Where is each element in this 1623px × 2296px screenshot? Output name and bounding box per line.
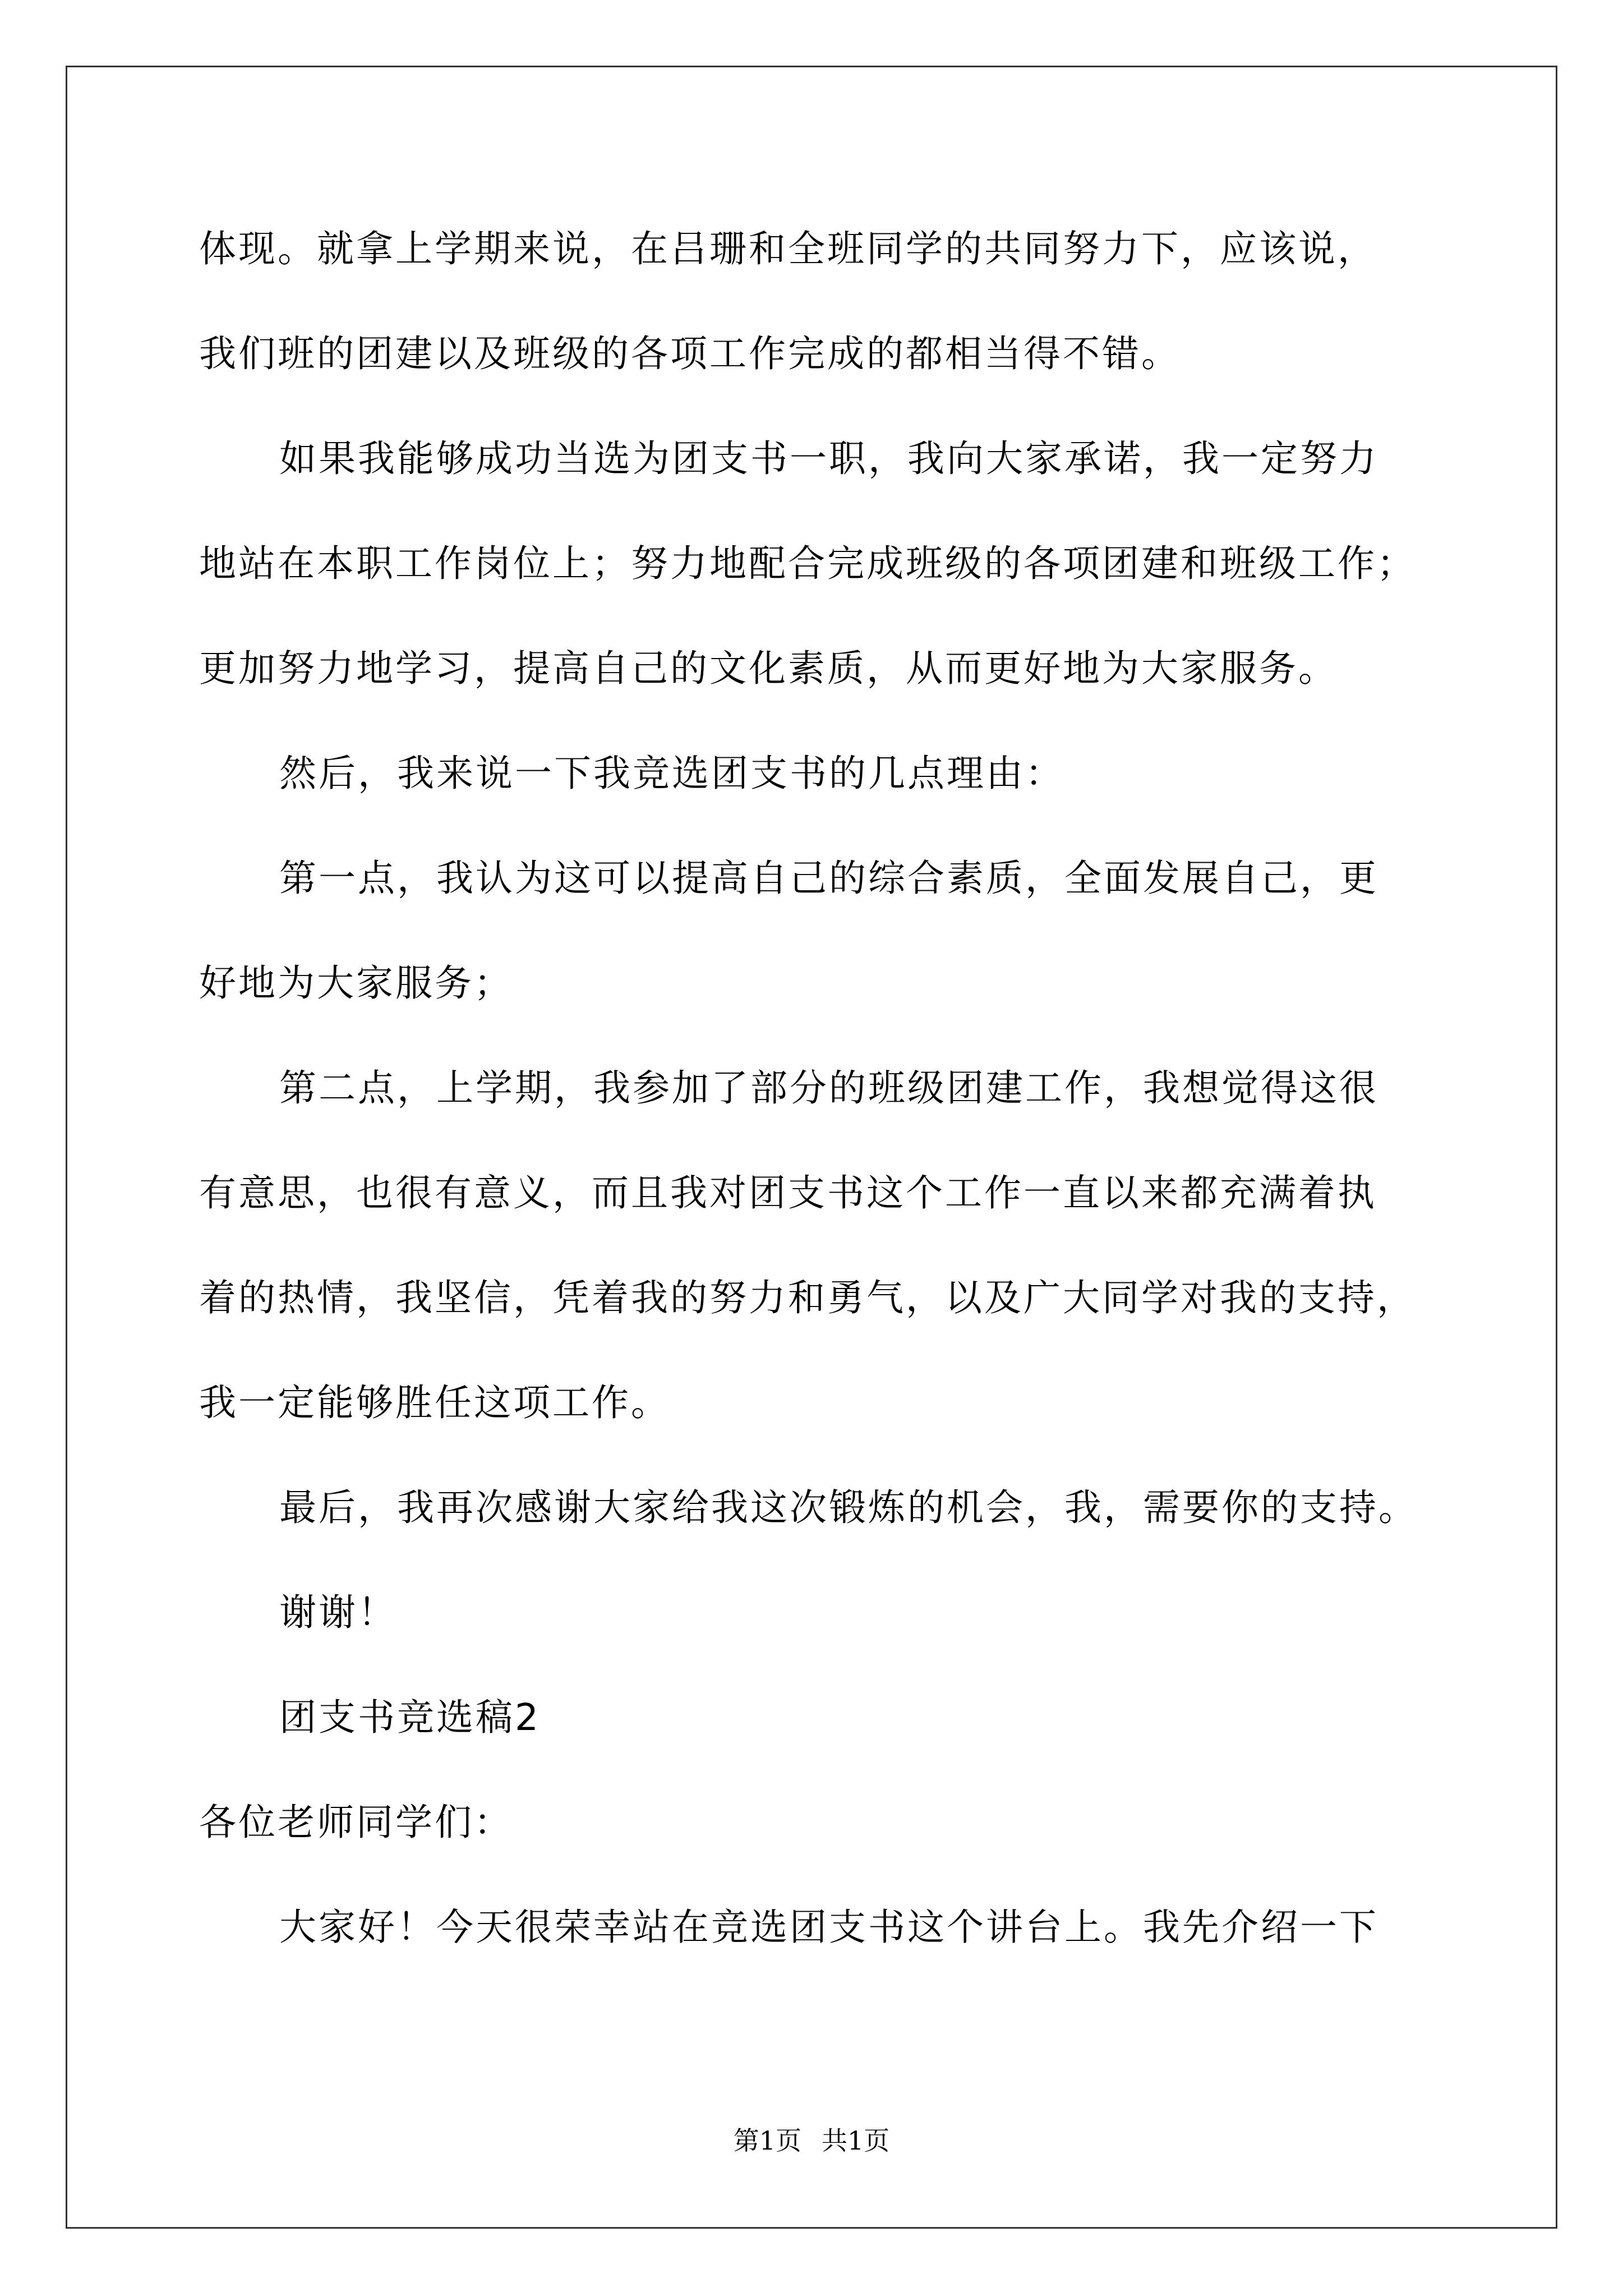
text-line: 地站在本职工作岗位上；努力地配合完成班级的各项团建和班级工作； xyxy=(199,542,1416,585)
text-line: 大家好！今天很荣幸站在竞选团支书这个讲台上。我先介绍一下 xyxy=(279,1906,1378,1949)
page-number-total: 共1页 xyxy=(822,2125,890,2156)
document-body xyxy=(199,196,1455,1980)
text-line: 我们班的团建以及班级的各项工作完成的都相当得不错。 xyxy=(199,332,1181,375)
text-line: 着的热情，我坚信，凭着我的努力和勇气，以及广大同学对我的支持， xyxy=(199,1276,1416,1319)
text-line: 我一定能够胜任这项工作。 xyxy=(199,1381,670,1424)
text-line: 第二点，上学期，我参加了部分的班级团建工作，我想觉得这很 xyxy=(279,1066,1378,1110)
text-line: 然后，我来说一下我竞选团支书的几点理由： xyxy=(279,752,1064,795)
text-line: 如果我能够成功当选为团支书一职，我向大家承诺，我一定努力 xyxy=(279,437,1378,480)
text-line: 体现。就拿上学期来说，在吕珊和全班同学的共同努力下，应该说， xyxy=(199,227,1377,270)
text-line: 好地为大家服务； xyxy=(199,961,513,1005)
text-line: 更加努力地学习，提高自己的文化素质，从而更好地为大家服务。 xyxy=(199,647,1338,690)
section-heading: 团支书竞选稿2 xyxy=(279,1696,541,1739)
text-line: 第一点，我认为这可以提高自己的综合素质，全面发展自己，更 xyxy=(279,857,1378,900)
page-number-current: 第1页 xyxy=(733,2125,801,2156)
page-footer xyxy=(0,2120,1623,2157)
salutation: 各位老师同学们： xyxy=(199,1801,513,1844)
text-line: 谢谢！ xyxy=(279,1591,397,1634)
text-line: 最后，我再次感谢大家给我这次锻炼的机会，我，需要你的支持。 xyxy=(279,1486,1418,1529)
text-line: 有意思，也很有意义，而且我对团支书这个工作一直以来都充满着执 xyxy=(199,1171,1377,1214)
